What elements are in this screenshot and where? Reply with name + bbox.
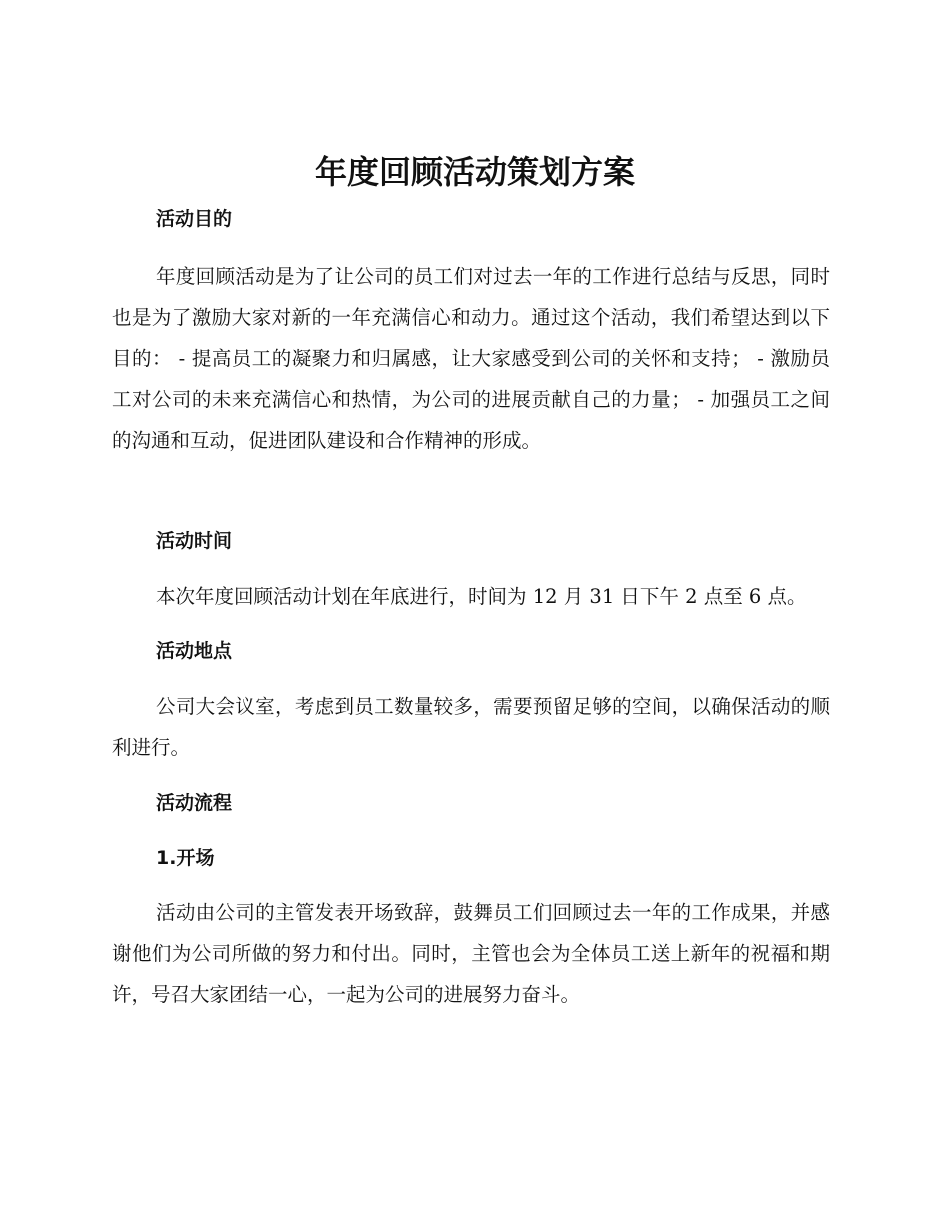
step-body-opening: 活动由公司的主管发表开场致辞，鼓舞员工们回顾过去一年的工作成果，并感谢他们为公司所做的努力和付出。同时，主管也会为全体员工送上新年的祝福和期许，号召大家团结一心，一起为公司的进展努力奋斗。 [112,901,830,1006]
document-title: 年度回顾活动策划方案 [314,153,635,191]
section-heading-purpose: 活动目的 [156,208,233,230]
section-heading-location: 活动地点 [156,640,233,662]
section-heading-time: 活动时间 [156,530,233,552]
step-heading-opening: 1.开场 [156,847,215,869]
section-heading-process: 活动流程 [156,792,233,814]
section-body-location: 公司大会议室，考虑到员工数量较多，需要预留足够的空间，以确保活动的顺利进行。 [112,695,830,759]
section-body-time: 本次年度回顾活动计划在年底进行，时间为 12 月 31 日下午 2 点至 6 点。 [156,585,807,608]
section-body-purpose: 年度回顾活动是为了让公司的员工们对过去一年的工作进行总结与反思，同时也是为了激励大家对新的一年充满信心和动力。通过这个活动，我们希望达到以下目的： - 提高员工的凝聚力和归属感，让大家感受到公司的关怀和支持； - 激励员工对公司的未来充满信心和热情，为公司的进展贡献自己的力量； - 加强员工之间的沟通和互动，促进团队建设和合作精神的形成。 [112,265,830,452]
